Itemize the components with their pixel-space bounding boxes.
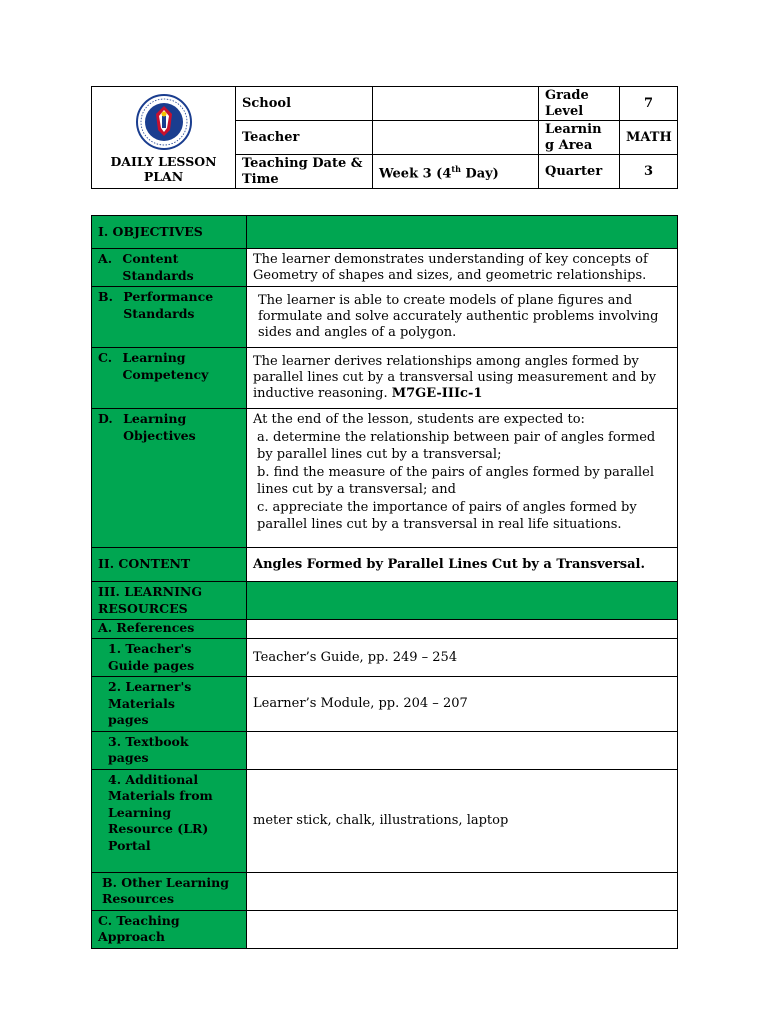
content-heading: II. CONTENT xyxy=(92,548,247,582)
quarter-value: 3 xyxy=(620,155,678,189)
teaching-approach-value xyxy=(247,910,678,948)
objectives-heading: I. OBJECTIVES xyxy=(92,216,247,249)
deped-seal-icon xyxy=(136,94,192,150)
teaching-approach-label: C. Teaching Approach xyxy=(92,910,247,948)
area-label: Learnin g Area xyxy=(539,121,620,155)
objectives-heading-fill xyxy=(247,216,678,249)
content-standards-label: A. Content Standards xyxy=(92,249,247,287)
learning-objectives-label: D. Learning Objectives xyxy=(92,409,247,548)
date-label: Teaching Date & Time xyxy=(236,155,373,189)
other-resources-value xyxy=(247,872,678,910)
teacher-field[interactable] xyxy=(373,121,539,155)
learning-objectives-text xyxy=(247,409,678,548)
objective-item: c. appreciate the importance of pairs of angles formed by parallel lines cut by a transversal in real life situations. xyxy=(257,499,637,532)
performance-standards-label: B. Performance Standards xyxy=(92,287,247,348)
textbook-value xyxy=(247,731,678,769)
lesson-plan-table xyxy=(91,215,678,949)
teachers-guide-value: Teacher’s Guide, pp. 249 – 254 xyxy=(247,639,678,677)
content-standards-text: The learner demonstrates understanding of key concepts of Geometry of shapes and sizes, and geometric relationships. xyxy=(247,249,678,287)
objective-item: b. find the measure of the pairs of angles formed by parallel lines cut by a transversal; and xyxy=(257,464,655,497)
page-title: DAILY LESSON PLAN xyxy=(110,153,217,184)
objective-item: a. determine the relationship between pair of angles formed by parallel lines cut by a transversal; xyxy=(257,429,656,462)
school-field[interactable] xyxy=(373,87,539,121)
content-topic: Angles Formed by Parallel Lines Cut by a Transversal. xyxy=(247,548,678,582)
references-label: A. References xyxy=(92,620,247,639)
header-table xyxy=(91,86,678,189)
performance-standards-text: The learner is able to create models of plane figures and formulate and solve accurately authentic problems involving sides and angles of a polygon. xyxy=(247,287,678,348)
competency-code: M7GE-IIIc-1 xyxy=(391,386,483,401)
additional-materials-value: meter stick, chalk, illustrations, laptop xyxy=(247,769,678,872)
title-cell xyxy=(92,87,236,189)
grade-value: 7 xyxy=(620,87,678,121)
date-value: Week 3 (4th Day) xyxy=(373,155,539,189)
learning-competency-label: C. Learning Competency xyxy=(92,348,247,409)
area-value: MATH xyxy=(620,121,678,155)
teachers-guide-label: 1. Teacher's Guide pages xyxy=(92,639,247,677)
other-resources-label: B. Other Learning Resources xyxy=(92,872,247,910)
learning-competency-text: The learner derives relationships among angles formed by parallel lines cut by a transversal using measurement and by inductive reasoning. M7GE-IIIc-1 xyxy=(247,348,678,409)
resources-heading-fill xyxy=(247,582,678,620)
textbook-label: 3. Textbook pages xyxy=(92,731,247,769)
quarter-label: Quarter xyxy=(539,155,620,189)
school-label: School xyxy=(236,87,373,121)
learners-materials-value: Learner’s Module, pp. 204 – 207 xyxy=(247,677,678,732)
learners-materials-label: 2. Learner's Materials pages xyxy=(92,677,247,732)
grade-label: Grade Level xyxy=(539,87,620,121)
references-value xyxy=(247,620,678,639)
teacher-label: Teacher xyxy=(236,121,373,155)
objectives-intro: At the end of the lesson, students are expected to: xyxy=(253,412,585,427)
learning-resources-heading: III. LEARNING RESOURCES xyxy=(92,582,247,620)
additional-materials-label: 4. Additional Materials from Learning Resource (LR) Portal xyxy=(92,769,247,872)
